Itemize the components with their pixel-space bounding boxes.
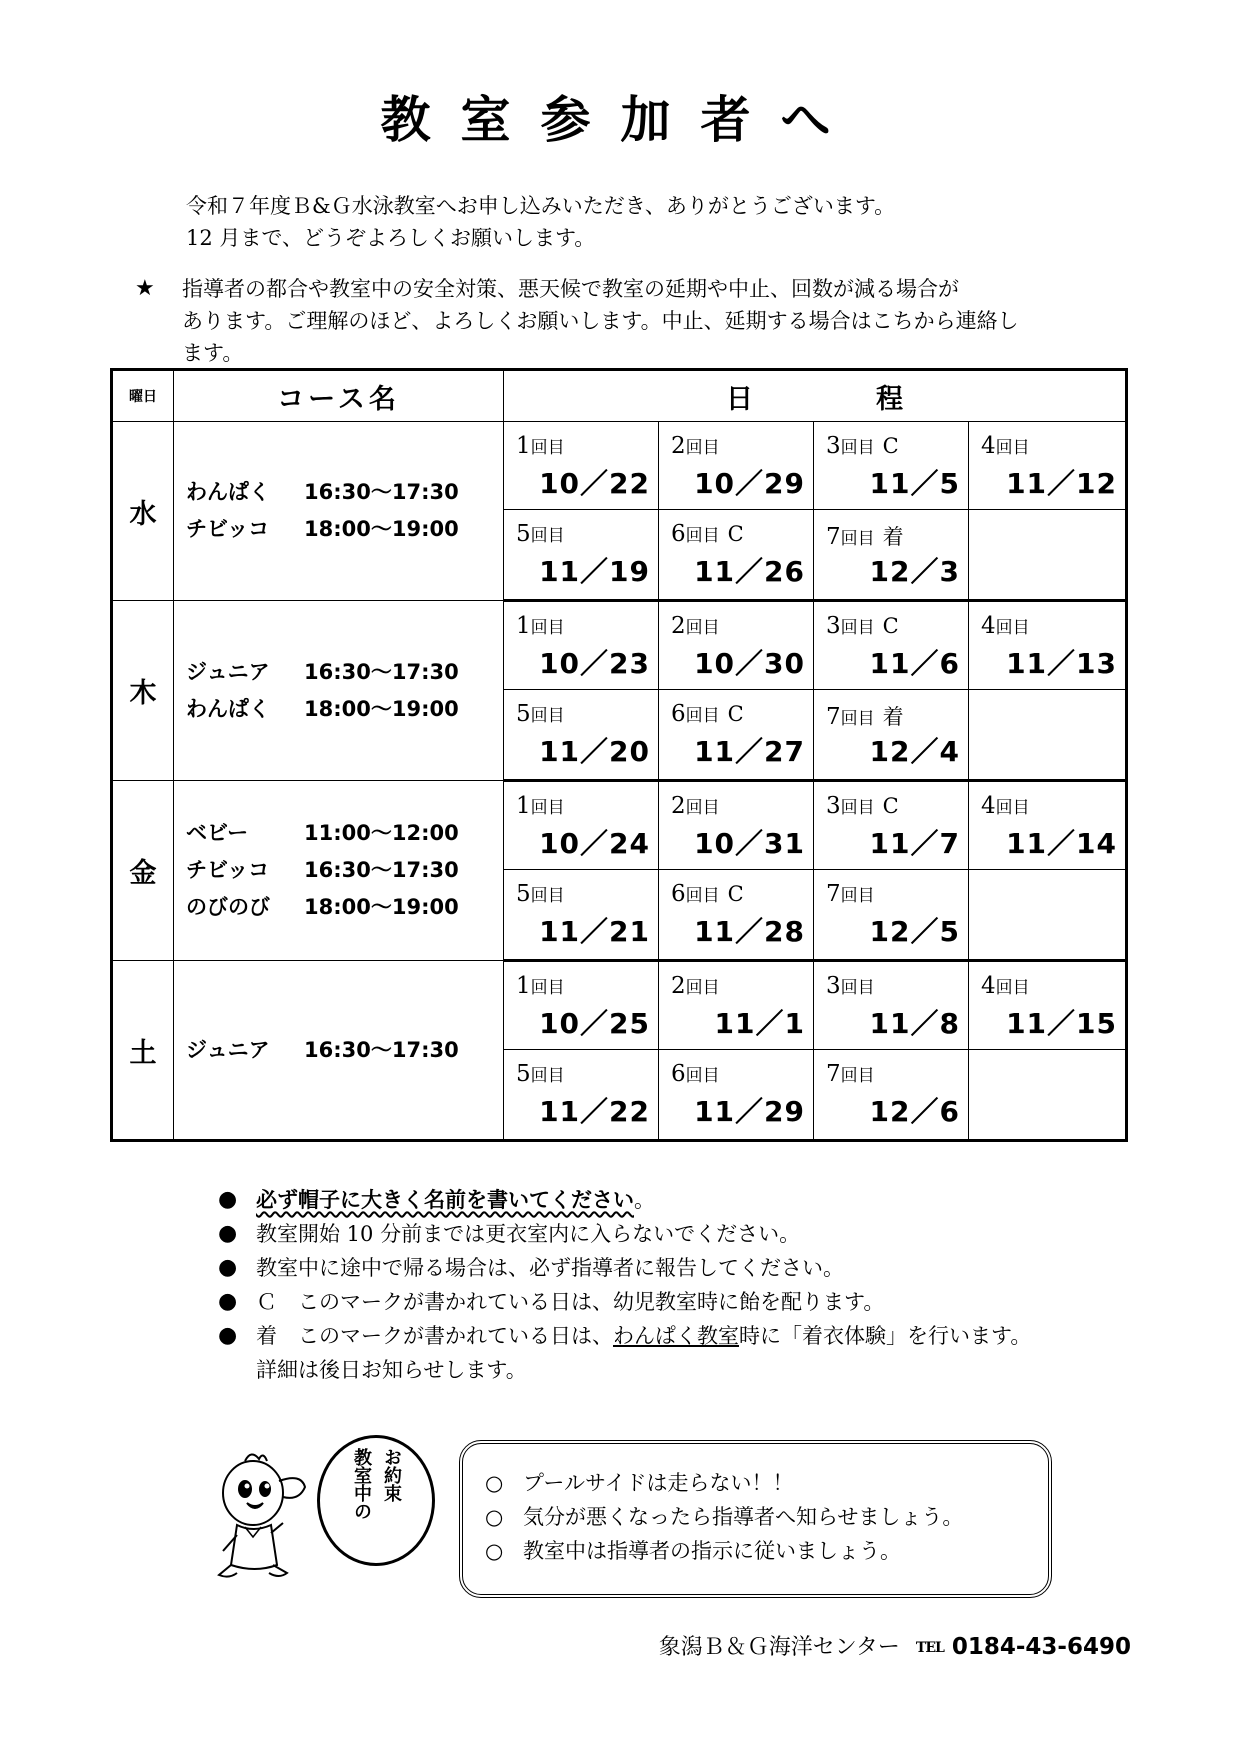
session-mark: C [882, 614, 899, 638]
session-suffix: 回目 [840, 529, 875, 549]
session-mark: C [882, 794, 899, 818]
session-label [516, 973, 565, 999]
session-label [981, 433, 1030, 459]
session-date: 11／13 [1006, 647, 1117, 680]
session-cell [504, 1050, 659, 1141]
session-date: 11／15 [1006, 1007, 1117, 1040]
session-cell [659, 870, 814, 961]
circle-icon: ○ [485, 1471, 504, 1495]
session-cell [504, 870, 659, 961]
session-date: 11／21 [539, 915, 650, 948]
circle-icon: ○ [485, 1505, 504, 1529]
session-suffix: 回目 [685, 798, 720, 818]
footer-contact [659, 1630, 1131, 1661]
session-number: 6 [671, 521, 686, 547]
session-suffix: 回目 [685, 1066, 720, 1086]
session-number: 2 [671, 433, 686, 459]
session-cell [504, 961, 659, 1050]
schedule-row [112, 781, 1127, 870]
rules-box [459, 1440, 1052, 1598]
rule-text: 気分が悪くなったら指導者へ知らせましょう。 [523, 1505, 964, 1529]
session-date: 10／30 [694, 647, 805, 680]
session-suffix: 回目 [840, 709, 875, 729]
star-icon: ★ [135, 276, 155, 301]
session-suffix: 回目 [685, 886, 720, 906]
intro-line-2: 12 月まで、どうぞよろしくお願いします。 [186, 226, 596, 250]
session-suffix: 回目 [530, 526, 565, 546]
org-name: 象潟Ｂ＆Ｇ海洋センター [658, 1635, 900, 1660]
schedule-body [112, 422, 1127, 1141]
course-time: 18:00〜19:00 [304, 517, 459, 541]
session-suffix: 回目 [840, 978, 875, 998]
note-item [218, 1251, 1031, 1285]
weekday-cell: 木 [112, 601, 174, 781]
tel-number: 0184-43-6490 [951, 1634, 1131, 1660]
course-time: 18:00〜19:00 [304, 696, 459, 721]
intro-line-1: 令和７年度Ｂ&Ｇ水泳教室へお申し込みいただき、ありがとうございます。 [186, 194, 896, 218]
session-cell [659, 781, 814, 870]
session-label [671, 613, 720, 639]
rule-text: プールサイドは走らない！！ [523, 1471, 794, 1495]
session-cell [969, 961, 1127, 1050]
session-number: 5 [516, 521, 531, 547]
course-line [186, 654, 503, 691]
course-name: ジュニア [186, 659, 270, 684]
session-cell [814, 690, 969, 781]
session-mark: C [882, 434, 899, 458]
session-label [826, 793, 899, 819]
session-date: 10／22 [539, 467, 650, 500]
session-suffix: 回目 [685, 978, 720, 998]
note-hat-name-end: 。 [634, 1188, 655, 1212]
note-clothes-mark-class: わんぱく教室 [613, 1324, 739, 1348]
session-date: 11／1 [714, 1007, 805, 1040]
session-cell [814, 601, 969, 690]
session-label [671, 433, 720, 459]
session-date: 11／29 [694, 1095, 805, 1128]
session-number: 6 [671, 701, 686, 727]
rule-item [485, 1534, 963, 1568]
session-cell [814, 870, 969, 961]
course-cell [174, 781, 504, 961]
session-suffix: 回目 [995, 438, 1030, 458]
promise-section [215, 1435, 1045, 1605]
course-name: ジュニア [186, 1037, 270, 1062]
tel-label: TEL [915, 1640, 944, 1656]
session-number: 2 [671, 613, 686, 639]
session-suffix: 回目 [685, 618, 720, 638]
session-date: 10／29 [694, 467, 805, 500]
session-date: 12／5 [869, 915, 960, 948]
session-date: 11／22 [539, 1095, 650, 1128]
session-suffix: 回目 [995, 978, 1030, 998]
session-label [826, 1061, 875, 1087]
bullet-icon: ● [218, 1323, 238, 1348]
header-schedule-right: 程 [876, 383, 903, 415]
session-label [516, 433, 565, 459]
rule-item [485, 1466, 963, 1500]
session-cell [969, 870, 1127, 961]
session-cell [659, 690, 814, 781]
header-schedule-left: 日 [726, 383, 753, 415]
bullet-icon: ● [218, 1289, 238, 1314]
session-label [516, 1061, 565, 1087]
course-line [186, 852, 503, 889]
session-date: 11／6 [869, 647, 960, 680]
session-label [981, 973, 1030, 999]
note-item [218, 1285, 1031, 1319]
schedule-row [112, 601, 1127, 690]
session-label [826, 973, 875, 999]
schedule-row [112, 961, 1127, 1050]
bullet-icon: ● [218, 1187, 238, 1212]
header-day: 曜日 [112, 370, 174, 422]
session-label [671, 881, 744, 907]
session-label [826, 881, 875, 907]
session-mark: C [727, 702, 744, 726]
session-cell [504, 690, 659, 781]
session-suffix: 回目 [530, 798, 565, 818]
bullet-icon: ● [218, 1221, 238, 1246]
session-suffix: 回目 [530, 618, 565, 638]
session-date: 11／12 [1006, 467, 1117, 500]
session-label [671, 973, 720, 999]
note-clothes-details: 詳細は後日お知らせします。 [256, 1358, 527, 1382]
session-number: 5 [516, 881, 531, 907]
note-item [218, 1217, 1031, 1251]
session-suffix: 回目 [840, 1066, 875, 1086]
session-suffix: 回目 [995, 798, 1030, 818]
schedule-table [110, 368, 1128, 1142]
header-schedule [504, 370, 1127, 422]
course-name: ベビー [186, 821, 249, 845]
session-number: 3 [826, 433, 841, 459]
session-date: 12／4 [869, 735, 960, 768]
course-time: 16:30〜17:30 [304, 480, 459, 504]
course-time: 16:30〜17:30 [304, 659, 459, 684]
session-label [516, 521, 565, 547]
session-suffix: 回目 [685, 438, 720, 458]
session-label [516, 881, 565, 907]
session-number: 3 [826, 613, 841, 639]
session-cell [969, 1050, 1127, 1141]
session-cell [969, 422, 1127, 510]
course-name: わんぱく [186, 696, 270, 721]
session-number: 1 [516, 613, 531, 639]
session-suffix: 回目 [530, 438, 565, 458]
session-suffix: 回目 [685, 706, 720, 726]
notes-list [218, 1183, 1031, 1387]
course-line [186, 889, 503, 926]
session-number: 5 [516, 1061, 531, 1087]
course-line [186, 815, 503, 852]
bubble-text-2: お約束 [381, 1448, 402, 1502]
session-cell [969, 690, 1127, 781]
weekday-cell: 土 [112, 961, 174, 1141]
session-cell [969, 601, 1127, 690]
course-time: 18:00〜19:00 [304, 895, 459, 919]
session-cell [814, 422, 969, 510]
note-item [218, 1319, 1031, 1387]
session-cell [659, 510, 814, 601]
session-cell [814, 961, 969, 1050]
course-cell [174, 601, 504, 781]
session-suffix: 回目 [530, 1066, 565, 1086]
course-time: 11:00〜12:00 [304, 821, 459, 845]
course-time: 16:30〜17:30 [304, 858, 459, 882]
session-suffix: 回目 [840, 618, 875, 638]
session-cell [504, 601, 659, 690]
bubble-text-1: 教室中の [351, 1448, 372, 1520]
session-date: 11／5 [869, 467, 960, 500]
session-number: 4 [981, 973, 996, 999]
session-number: 4 [981, 433, 996, 459]
course-name: チビッコ [186, 858, 270, 882]
session-label [516, 793, 565, 819]
session-label [671, 1061, 720, 1087]
intro-text [186, 190, 895, 254]
note-candy-mark: Ｃ このマークが書かれている日は、幼児教室時に飴を配ります。 [256, 1290, 885, 1314]
course-line [186, 474, 503, 511]
session-date: 10／23 [539, 647, 650, 680]
session-number: 3 [826, 973, 841, 999]
session-label [826, 701, 904, 731]
note-hat-name: 必ず帽子に大きく名前を書いてください [256, 1187, 634, 1212]
session-date: 11／14 [1006, 827, 1117, 860]
rule-item [485, 1500, 963, 1534]
session-number: 7 [826, 704, 841, 730]
cancellation-notice [135, 273, 1095, 369]
session-suffix: 回目 [530, 978, 565, 998]
session-date: 12／3 [869, 555, 960, 588]
session-cell [659, 1050, 814, 1141]
session-label [826, 613, 899, 639]
session-number: 5 [516, 701, 531, 727]
session-number: 7 [826, 524, 841, 550]
session-cell [969, 781, 1127, 870]
session-date: 11／28 [694, 915, 805, 948]
note-item [218, 1183, 1031, 1217]
session-cell [814, 1050, 969, 1141]
session-cell [659, 422, 814, 510]
session-date: 11／26 [694, 555, 805, 588]
course-name: のびのび [186, 895, 270, 919]
session-label [516, 701, 565, 727]
session-suffix: 回目 [530, 706, 565, 726]
course-line [186, 1032, 503, 1069]
session-cell [504, 781, 659, 870]
note-clothes-mark-pre: 着 このマークが書かれている日は、 [256, 1324, 613, 1348]
session-suffix: 回目 [840, 798, 875, 818]
session-number: 1 [516, 973, 531, 999]
session-cell [814, 781, 969, 870]
promise-bubble [317, 1435, 435, 1566]
weekday-cell: 水 [112, 422, 174, 601]
course-cell [174, 961, 504, 1141]
schedule-row [112, 422, 1127, 510]
session-label [671, 521, 744, 547]
course-line [186, 511, 503, 548]
notice-line-1: 指導者の都合や教室中の安全対策、悪天候で教室の延期や中止、回数が減る場合が [182, 277, 959, 301]
session-suffix: 回目 [840, 886, 875, 906]
session-number: 1 [516, 433, 531, 459]
course-time: 16:30〜17:30 [304, 1037, 459, 1062]
session-cell [659, 601, 814, 690]
circle-icon: ○ [485, 1539, 504, 1563]
session-number: 7 [826, 1061, 841, 1087]
session-mark: 着 [882, 705, 904, 729]
course-line [186, 691, 503, 728]
session-mark: 着 [882, 525, 904, 549]
course-name: チビッコ [186, 517, 270, 541]
session-cell [969, 510, 1127, 601]
session-suffix: 回目 [530, 886, 565, 906]
bullet-icon: ● [218, 1255, 238, 1280]
mascot-illustration [215, 1445, 315, 1585]
session-date: 10／24 [539, 827, 650, 860]
session-date: 10／25 [539, 1007, 650, 1040]
session-label [671, 701, 744, 727]
session-date: 12／6 [869, 1095, 960, 1128]
session-date: 11／7 [869, 827, 960, 860]
session-label [826, 521, 904, 551]
weekday-cell: 金 [112, 781, 174, 961]
session-cell [659, 961, 814, 1050]
session-date: 11／20 [539, 735, 650, 768]
session-date: 10／31 [694, 827, 805, 860]
session-number: 6 [671, 881, 686, 907]
session-number: 6 [671, 1061, 686, 1087]
session-mark: C [727, 882, 744, 906]
session-number: 4 [981, 613, 996, 639]
rule-text: 教室中は指導者の指示に従いましょう。 [523, 1539, 901, 1563]
session-suffix: 回目 [685, 526, 720, 546]
session-date: 11／19 [539, 555, 650, 588]
session-date: 11／27 [694, 735, 805, 768]
session-label [826, 433, 899, 459]
session-label [516, 613, 565, 639]
session-number: 3 [826, 793, 841, 819]
session-cell [814, 510, 969, 601]
course-cell [174, 422, 504, 601]
session-cell [504, 422, 659, 510]
page-title: 教室参加者へ [380, 91, 861, 149]
schedule-header-row [112, 370, 1127, 422]
session-number: 2 [671, 793, 686, 819]
session-number: 1 [516, 793, 531, 819]
header-course: コース名 [174, 370, 504, 422]
notice-line-3: ます。 [182, 341, 244, 365]
session-suffix: 回目 [995, 618, 1030, 638]
session-suffix: 回目 [840, 438, 875, 458]
note-clothes-mark-post: 時に「着衣体験」を行います。 [739, 1324, 1032, 1348]
session-cell [504, 510, 659, 601]
session-number: 7 [826, 881, 841, 907]
notice-line-2: あります。ご理解のほど、よろしくお願いします。中止、延期する場合はこちから連絡し [182, 309, 1019, 333]
course-name: わんぱく [186, 480, 270, 504]
session-number: 4 [981, 793, 996, 819]
session-date: 11／8 [869, 1007, 960, 1040]
note-leave-early: 教室中に途中で帰る場合は、必ず指導者に報告してください。 [256, 1256, 844, 1280]
session-label [671, 793, 720, 819]
session-label [981, 613, 1030, 639]
session-label [981, 793, 1030, 819]
note-changing-room: 教室開始 10 分前までは更衣室内に入らないでください。 [256, 1222, 801, 1246]
session-number: 2 [671, 973, 686, 999]
session-mark: C [727, 522, 744, 546]
